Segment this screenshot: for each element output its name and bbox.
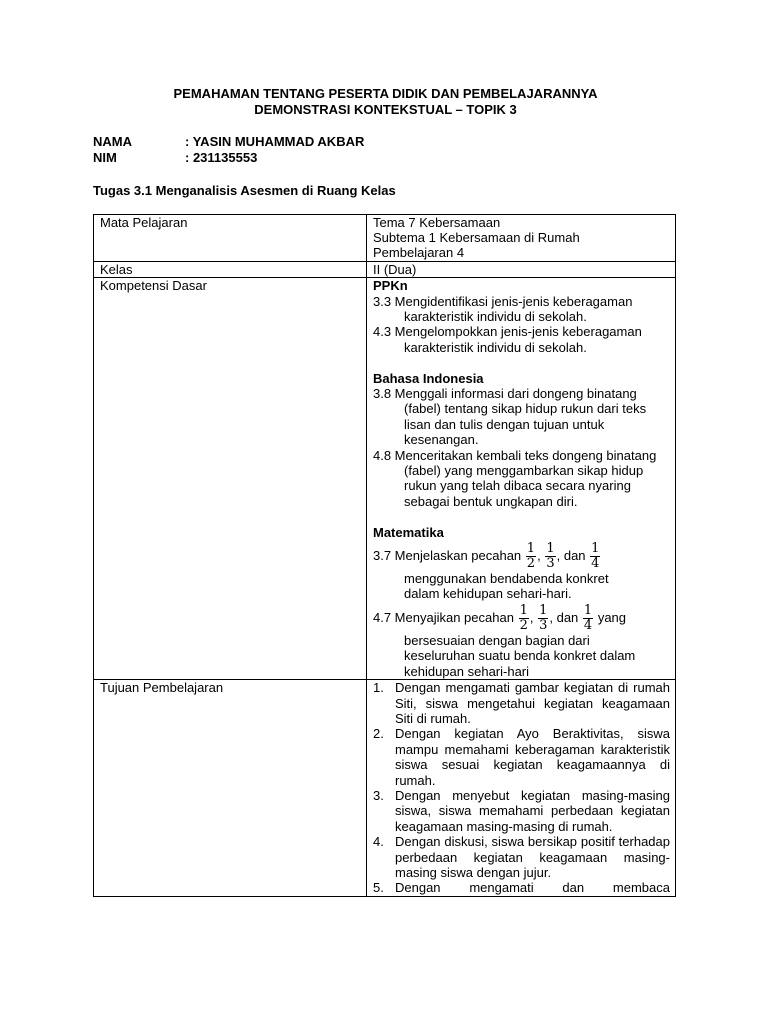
- kd-label: Kompetensi Dasar: [94, 278, 367, 680]
- nama-value: : YASIN MUHAMMAD AKBAR: [185, 134, 365, 149]
- kd-value: [367, 278, 676, 680]
- title-line-1: PEMAHAMAN TENTANG PESERTA DIDIK DAN PEMBELAJARANNYA: [173, 86, 598, 101]
- nim-label: NIM: [93, 149, 117, 165]
- list-item: 1. Dengan mengamati gambar kegiatan di rumah Siti, siswa mengetahui kegiatan keagamaan Siti di rumah.: [373, 680, 670, 726]
- table-row-kelas: [94, 261, 676, 277]
- document-page: [93, 86, 678, 897]
- tp-list: [373, 680, 670, 896]
- kelas-label: Kelas: [94, 261, 367, 277]
- nim-row: [93, 150, 678, 166]
- kd-item: 3.3 Mengidentifikasi jenis-jenis keberagaman karakteristik individu di sekolah.: [373, 293, 633, 324]
- kd-item-4-7: 4.7 Menyajikan pecahan $\frac{1}{2}$ , $\frac{1}{3}$ , dan $\frac{1}{4}$ yang bersesuaian dengan bagian dari keseluruhan suatu benda konkret dalam kehidupan sehari-hari: [373, 602, 636, 679]
- mat-37-prefix: 3.7 Menjelaskan pecahan: [373, 548, 522, 563]
- mapel-line: Pembelajaran 4: [373, 245, 465, 261]
- table-row-tp: [94, 680, 676, 897]
- list-item: 5. Dengan mengamati dan membaca: [373, 880, 670, 896]
- bindo-heading: Bahasa Indonesia: [373, 370, 484, 386]
- mapel-line: Subtema 1 Kebersamaan di Rumah: [373, 229, 580, 245]
- nama-row: [93, 134, 678, 150]
- tp-value: [367, 680, 676, 897]
- mapel-value: [367, 214, 676, 261]
- kelas-value: II (Dua): [367, 261, 676, 277]
- fraction-third: $\frac{1}{3}$: [539, 602, 548, 633]
- mapel-label: Mata Pelajaran: [94, 214, 367, 261]
- identity-block: [93, 134, 678, 165]
- nama-label: NAMA: [93, 134, 132, 149]
- table-row-mapel: [94, 214, 676, 261]
- fraction-quarter: $\frac{1}{4}$: [591, 541, 600, 572]
- title-line-2: DEMONSTRASI KONTEKSTUAL – TOPIK 3: [254, 101, 517, 117]
- fraction-half: $\frac{1}{2}$: [519, 602, 528, 633]
- kd-item-3-7: 3.7 Menjelaskan pecahan $\frac{1}{2}$ , $\frac{1}{3}$ , dan $\frac{1}{4}$ menggunakan bendabenda konkret dalam kehidupan sehari-hari.: [373, 541, 609, 602]
- fraction-half: $\frac{1}{2}$: [526, 541, 536, 572]
- kd-item: 4.3 Mengelompokkan jenis-jenis keberagaman karakteristik individu di sekolah.: [373, 324, 642, 355]
- mat-heading: Matematika: [373, 524, 444, 540]
- kd-item: 4.8 Menceritakan kembali teks dongeng binatang (fabel) yang menggambarkan sikap hidup rukun yang telah dibaca secara nyaring sebagai bentuk ungkapan diri.: [373, 447, 657, 509]
- document-title: [93, 86, 678, 117]
- mapel-line: Tema 7 Kebersamaan: [373, 214, 501, 230]
- list-item: 2. Dengan kegiatan Ayo Beraktivitas, siswa mampu memahami keberagaman karakteristik siswa sesuai kegiatan keagamaannya di rumah.: [373, 726, 670, 788]
- list-item: 4. Dengan diskusi, siswa bersikap positif terhadap perbedaan kegiatan keagamaan masing-masing siswa dengan jujur.: [373, 834, 670, 881]
- table-row-kd: [94, 278, 676, 680]
- kd-item: 3.8 Menggali informasi dari dongeng binatang (fabel) tentang sikap hidup rukun dari teks lisan dan tulis dengan tujuan untuk kesenangan.: [373, 385, 647, 448]
- ppkn-heading: PPKn: [373, 278, 408, 294]
- fraction-quarter: $\frac{1}{4}$: [583, 602, 593, 633]
- task-title: Tugas 3.1 Menganalisis Asesmen di Ruang Kelas: [93, 183, 396, 198]
- fraction-third: $\frac{1}{3}$: [546, 541, 555, 572]
- mat-47-prefix: 4.7 Menyajikan pecahan: [373, 609, 514, 625]
- list-item: 3. Dengan menyebut kegiatan masing-masing siswa, siswa memahami perbedaan kegiatan keagamaan masing-masing di rumah.: [373, 788, 670, 834]
- lesson-table: [93, 214, 676, 897]
- tp-label: Tujuan Pembelajaran: [94, 680, 367, 897]
- nim-value: : 231135553: [185, 149, 258, 165]
